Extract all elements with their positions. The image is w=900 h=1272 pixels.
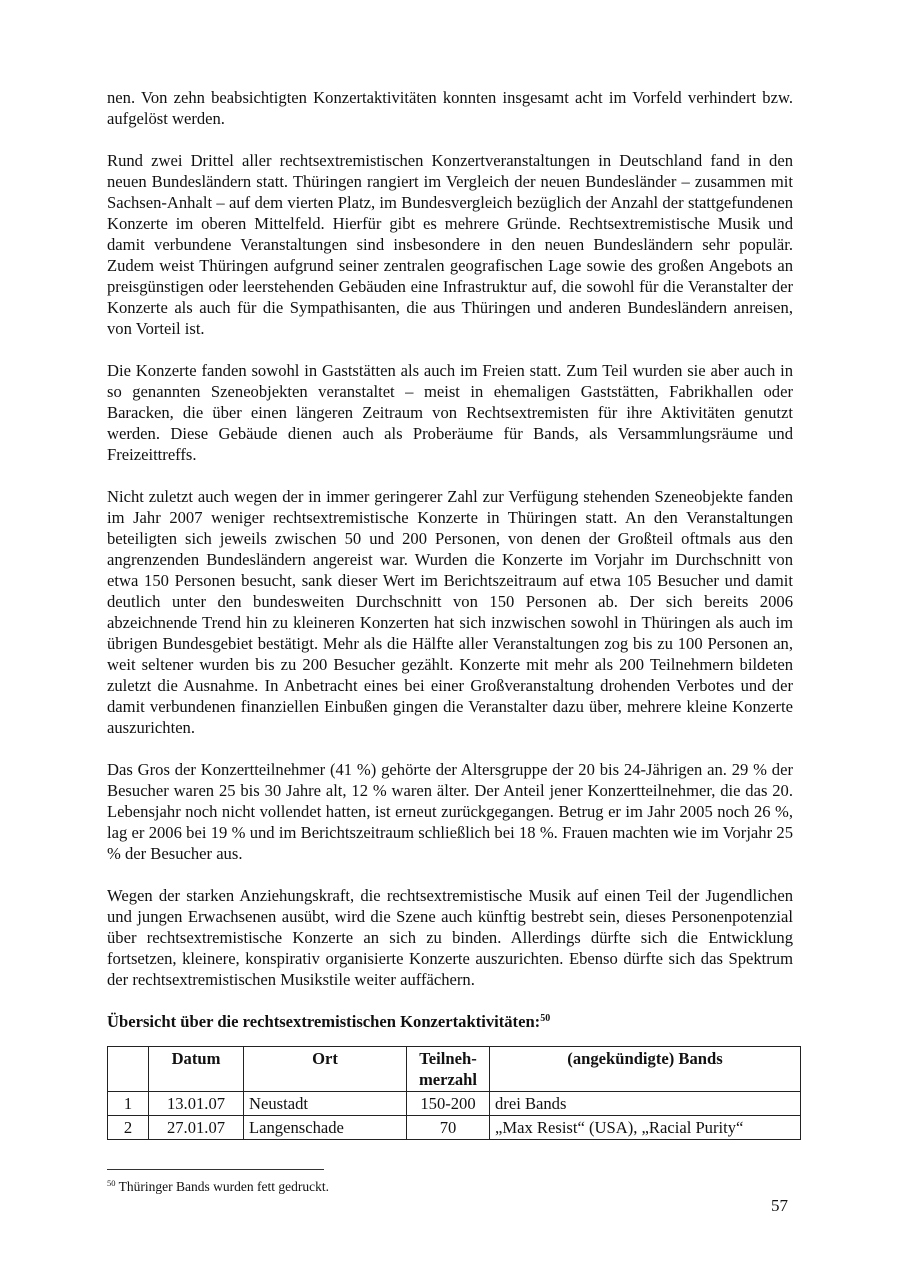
header-nr — [108, 1047, 149, 1092]
section-heading — [107, 1011, 793, 1032]
cell-datum: 27.01.07 — [149, 1116, 244, 1140]
cell-datum: 13.01.07 — [149, 1092, 244, 1116]
footnote-divider — [107, 1169, 324, 1170]
cell-bands: drei Bands — [490, 1092, 801, 1116]
header-datum: Datum — [149, 1047, 244, 1092]
cell-nr: 1 — [108, 1092, 149, 1116]
cell-nr: 2 — [108, 1116, 149, 1140]
table-row — [108, 1092, 801, 1116]
concert-table — [107, 1046, 801, 1140]
cell-ort: Langenschade — [244, 1116, 407, 1140]
cell-teilnehmer: 150-200 — [407, 1092, 490, 1116]
footnote-text: Thüringer Bands wurden fett gedruckt. — [118, 1179, 329, 1194]
footnote-reference[interactable]: 50 — [540, 1013, 551, 1024]
paragraph-5: Das Gros der Konzertteilnehmer (41 %) gehörte der Altersgruppe der 20 bis 24-Jährigen an. 29 % der Besucher waren 25 bis 30 Jahre alt, 12 % waren älter. Der Anteil jener Konzertteilnehmer, die das 20. Lebensjahr noch nicht vollendet hatten, ist erneut zurückgegangen. Betrug er im Jahr 2005 noch 26 %, lag er 2006 bei 19 % und im Berichtszeitraum schließlich bei 18 %. Frauen machten wie im Vorjahr 25 % der Besucher aus. — [107, 760, 793, 863]
paragraph-2: Rund zwei Drittel aller rechtsextremistischen Konzertveranstaltungen in Deutschland fand in den neuen Bundesländern statt. Thüringen rangiert im Vergleich der neuen Bundesländer – zusammen mit Sachsen-Anhalt – auf dem vierten Platz, im Bundesvergleich bezüglich der Anzahl der stattgefundenen Konzerte im oberen Mittelfeld. Hierfür gibt es mehrere Gründe. Rechtsextremistische Musik und damit verbundene Veranstaltungen sind insbesondere in den neuen Bundesländern sehr populär. Zudem weist Thüringen aufgrund seiner zentralen geografischen Lage sowie des großen Angebots an preisgünstigen oder leerstehenden Gebäuden eine Infrastruktur auf, die sowohl für die Veranstalter der Konzerte als auch für die Sympathisanten, die aus Thüringen und anderen Bundesländern anreisen, von Vorteil ist. — [107, 151, 793, 338]
page-number: 57 — [771, 1196, 788, 1215]
footnote — [107, 1178, 329, 1196]
paragraph-6: Wegen der starken Anziehungskraft, die rechtsextremistische Musik auf einen Teil der Jugendlichen und jungen Erwachsenen ausübt, wird die Szene auch künftig bestrebt sein, dieses Personenpotenzial über rechtsextremistische Konzerte an sich zu binden. Allerdings dürfte sich die Entwicklung fortsetzen, kleinere, konspirativ organisierte Konzerte auszurichten. Ebenso dürfte sich das Spektrum der rechtsextremistischen Musikstile weiter auffächern. — [107, 886, 793, 989]
table-row — [108, 1116, 801, 1140]
cell-bands: „Max Resist“ (USA), „Racial Purity“ — [490, 1116, 801, 1140]
cell-ort: Neustadt — [244, 1092, 407, 1116]
page-body — [107, 87, 793, 1140]
table-header-row — [108, 1047, 801, 1092]
paragraph-3: Die Konzerte fanden sowohl in Gaststätten als auch im Freien statt. Zum Teil wurden sie aber auch in so genannten Szeneobjekten veranstaltet – meist in ehemaligen Gaststätten, Fabrikhallen oder Baracken, die über einen längeren Zeitraum von Rechtsextremisten für ihre Aktivitäten genutzt werden. Diese Gebäude dienen auch als Proberäume für Bands, als Versammlungsräume und Freizeittreffs. — [107, 361, 793, 464]
cell-teilnehmer: 70 — [407, 1116, 490, 1140]
header-bands: (angekündigte) Bands — [490, 1047, 801, 1092]
header-ort: Ort — [244, 1047, 407, 1092]
paragraph-4: Nicht zuletzt auch wegen der in immer geringerer Zahl zur Verfügung stehenden Szeneobjekte fanden im Jahr 2007 weniger rechtsextremistische Konzerte in Thüringen statt. An den Veranstaltungen beteiligten sich jeweils zwischen 50 und 200 Personen, von denen der Großteil oftmals aus den angrenzenden Bundesländern angereist war. Wurden die Konzerte im Vorjahr im Durchschnitt von etwa 150 Personen besucht, sank dieser Wert im Berichtszeitraum auf etwa 105 Besucher und damit deutlich unter den bundesweiten Durchschnitt von 150 Personen ab. Der sich bereits 2006 abzeichnende Trend hin zu kleineren Konzerten hat sich inzwischen sowohl in Thüringen als auch im übrigen Bundesgebiet bestätigt. Mehr als die Hälfte aller Veranstaltungen zog bis zu 100 Personen an, weit seltener wurden bis zu 200 Besucher gezählt. Konzerte mit mehr als 200 Teilnehmern bildeten zuletzt die Ausnahme. In Anbetracht eines bei einer Großveranstaltung drohenden Verbotes und der damit verbundenen finanziellen Einbußen gingen die Veranstalter dazu über, mehrere kleine Konzerte auszurichten. — [107, 487, 793, 737]
header-teilnehmer: Teilneh- merzahl — [407, 1047, 490, 1092]
section-heading-text: Übersicht über die rechtsextremistischen Konzertaktivitäten: — [107, 1012, 541, 1031]
footnote-number: 50 — [107, 1178, 116, 1188]
paragraph-1: nen. Von zehn beabsichtigten Konzertaktivitäten konnten insgesamt acht im Vorfeld verhindert bzw. aufgelöst werden. — [107, 88, 793, 128]
